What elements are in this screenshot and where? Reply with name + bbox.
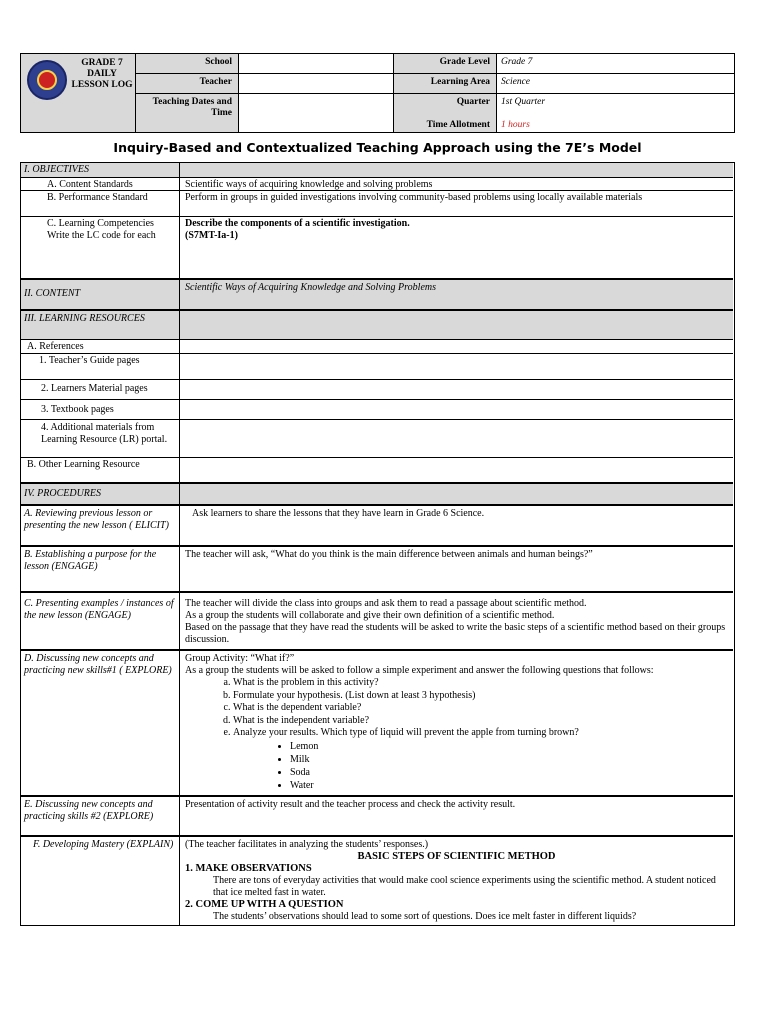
procedure-f-value: (The teacher facilitates in analyzing the students’ responses.) BASIC STEPS OF SCIENTIFIC METHOD 1. MAKE OBSERVATIONS There are tons of everyday activities that would make cool science experiments using the scientific method. A student noticed that ice melted fast in water. 2. COME UP WITH A QUESTION The students’ observations should lead to some sort of questions. Does ice melt faster in different liquids? xyxy=(180,837,733,925)
list-item: e. Analyze your results. Which type of liquid will prevent the apple from turning brown? xyxy=(233,727,728,740)
references-row xyxy=(21,339,733,353)
objectives-heading-cell xyxy=(180,163,733,177)
list-item: • Milk xyxy=(290,753,728,766)
procedure-a-row xyxy=(21,504,733,545)
header-logo-area xyxy=(21,54,136,132)
content-standards-row xyxy=(21,177,733,190)
quarter-value: 1st Quarter xyxy=(497,94,734,114)
procedure-f-row xyxy=(21,835,733,925)
competencies-label: C. Learning Competencies Write the LC code for each xyxy=(21,217,180,278)
competencies-row xyxy=(21,216,733,278)
performance-standard-value: Perform in groups in guided investigations involving community-based problems using locally available materials xyxy=(185,192,643,203)
procedure-e-value: Presentation of activity result and the teacher process and check the activity result. xyxy=(185,799,516,810)
liquid-list xyxy=(185,740,728,792)
procedure-d-row xyxy=(21,649,733,795)
content-standards-value: Scientific ways of acquiring knowledge and solving problems xyxy=(185,179,433,190)
school-field[interactable] xyxy=(239,54,394,74)
procedure-c-label: C. Presenting examples / instances of the new lesson (ENGAGE) xyxy=(21,593,180,649)
procedure-d-label: D. Discussing new concepts and practicing new skills#1 ( EXPLORE) xyxy=(21,651,180,795)
teacher-field[interactable] xyxy=(239,74,394,94)
activity-question-list xyxy=(185,677,728,740)
additional-materials-label: 4. Additional materials from Learning Resource (LR) portal. xyxy=(21,420,180,457)
performance-standard-row xyxy=(21,190,733,216)
list-item: • Lemon xyxy=(290,740,728,753)
procedures-heading: IV. PROCEDURES xyxy=(21,484,180,504)
teacher-label: Teacher xyxy=(136,74,239,94)
procedure-c-value: The teacher will divide the class into groups and ask them to read a passage about scientific method. As a group the students will collaborate and give their own definition of a scientific method. Based on the passage that they have read the students will be asked to write the basic steps of a scientific method based on their groups discussion. xyxy=(185,598,726,645)
procedure-b-row xyxy=(21,545,733,591)
procedure-b-label: B. Establishing a purpose for the lesson (ENGAGE) xyxy=(21,547,180,591)
other-resource-cell xyxy=(180,458,733,482)
time-allotment-value: 1 hours xyxy=(497,114,734,132)
textbook-row xyxy=(21,399,733,419)
list-item: a. What is the problem in this activity? xyxy=(233,677,728,690)
quarter-label: Quarter xyxy=(394,94,497,114)
performance-standard-label: B. Performance Standard xyxy=(21,191,180,216)
references-label: A. References xyxy=(21,340,180,353)
learning-area-label: Learning Area xyxy=(394,74,497,94)
lesson-plan-table xyxy=(20,162,735,926)
procedure-b-value: The teacher will ask, “What do you think is the main difference between animals and human beings?” xyxy=(185,549,593,560)
procedures-heading-row xyxy=(21,482,733,504)
teachers-guide-row xyxy=(21,353,733,379)
procedure-a-value: Ask learners to share the lessons that they have learn in Grade 6 Science. xyxy=(192,508,485,519)
content-row xyxy=(21,278,733,309)
textbook-cell xyxy=(180,400,733,419)
banner-title: Inquiry-Based and Contextualized Teaching Approach using the 7E’s Model xyxy=(113,140,642,155)
teaching-dates-label: Teaching Dates and Time xyxy=(136,94,239,132)
grade-level-value: Grade 7 xyxy=(497,54,734,74)
resources-heading-cell xyxy=(180,311,733,339)
procedures-heading-cell xyxy=(180,484,733,504)
procedure-f-label: F. Developing Mastery (EXPLAIN) xyxy=(21,837,180,925)
procedure-e-row xyxy=(21,795,733,835)
objectives-heading-row xyxy=(21,163,733,177)
list-item: • Soda xyxy=(290,766,728,779)
header-title: GRADE 7 DAILY LESSON LOG xyxy=(71,58,133,90)
content-heading: II. CONTENT xyxy=(21,280,180,309)
time-allotment-label: Time Allotment xyxy=(394,114,497,132)
additional-materials-cell xyxy=(180,420,733,457)
procedure-a-label: A. Reviewing previous lesson or presenting the new lesson ( ELICIT) xyxy=(21,506,180,545)
teachers-guide-label: 1. Teacher’s Guide pages xyxy=(21,354,180,379)
lesson-log-header xyxy=(20,53,735,133)
deped-seal-icon xyxy=(27,60,67,100)
list-item: b. Formulate your hypothesis. (List down at least 3 hypothesis) xyxy=(233,690,728,703)
references-cell xyxy=(180,340,733,353)
list-item: • Water xyxy=(290,779,728,792)
content-standards-label: A. Content Standards xyxy=(21,178,180,190)
procedure-c-row xyxy=(21,591,733,649)
content-value: Scientific Ways of Acquiring Knowledge and Solving Problems xyxy=(180,280,733,309)
procedure-e-label: E. Discussing new concepts and practicing skills #2 (EXPLORE) xyxy=(21,797,180,835)
learning-area-value: Science xyxy=(497,74,734,94)
list-item: c. What is the dependent variable? xyxy=(233,702,728,715)
scientific-method-title: BASIC STEPS OF SCIENTIFIC METHOD xyxy=(357,851,556,862)
teachers-guide-cell xyxy=(180,354,733,379)
list-item: d. What is the independent variable? xyxy=(233,715,728,728)
additional-materials-row xyxy=(21,419,733,457)
school-label: School xyxy=(136,54,239,74)
other-resource-row xyxy=(21,457,733,482)
grade-level-label: Grade Level xyxy=(394,54,497,74)
teaching-dates-field[interactable] xyxy=(239,94,394,132)
textbook-label: 3. Textbook pages xyxy=(21,400,180,419)
learners-material-row xyxy=(21,379,733,399)
learners-material-cell xyxy=(180,380,733,399)
procedure-d-value: Group Activity: “What if?” As a group the students will be asked to follow a simple experiment and answer the following questions that follows: a. What is the problem in this activity? b. Formulate your hypothesis. (List down at least 3 hypothesis) c. What is the dependent variable? d. What is the independent variable? e. Analyze your results. Which type of liquid will prevent the apple from turning brown? • Lemon • Milk • Soda • Water xyxy=(180,651,733,795)
resources-heading: III. LEARNING RESOURCES xyxy=(21,311,180,339)
competencies-value: Describe the components of a scientific investigation. (S7MT-Ia-1) xyxy=(185,218,410,241)
resources-heading-row xyxy=(21,309,733,339)
objectives-heading: I. OBJECTIVES xyxy=(21,163,180,177)
other-resource-label: B. Other Learning Resource xyxy=(21,458,180,482)
learners-material-label: 2. Learners Material pages xyxy=(21,380,180,399)
